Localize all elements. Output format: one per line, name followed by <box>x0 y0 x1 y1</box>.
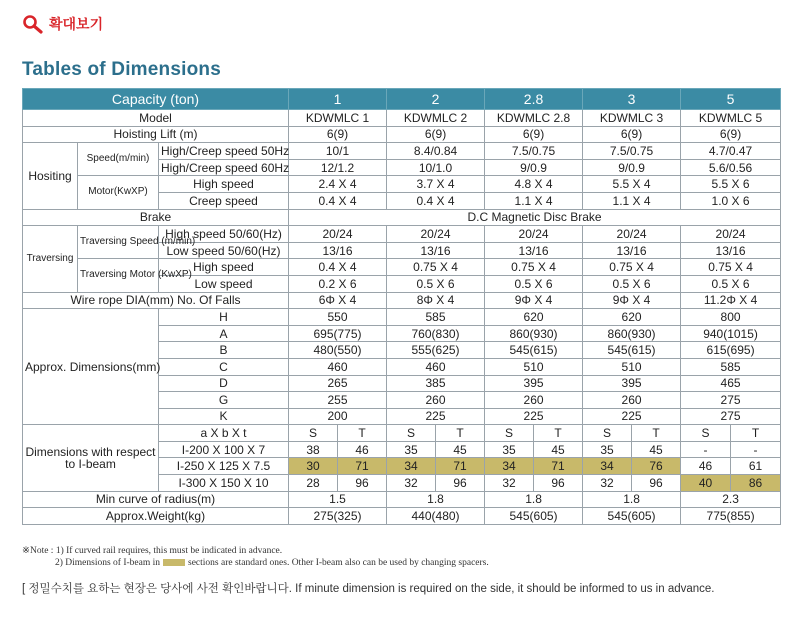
trav-speed-label: Traversing Speed (m/min) <box>78 226 159 259</box>
dimension-key: D <box>159 375 289 392</box>
ibeam-value-cell: 96 <box>534 475 583 492</box>
trav-motor-high-label: High speed <box>159 259 289 276</box>
value-cell: 545(605) <box>583 508 681 525</box>
model-row <box>23 110 781 127</box>
value-cell: 20/24 <box>289 226 387 243</box>
brake-value: D.C Magnetic Disc Brake <box>289 209 781 226</box>
value-cell: 5.5 X 4 <box>583 176 681 193</box>
motor-label: Motor(KwXP) <box>78 176 159 209</box>
value-cell: 395 <box>485 375 583 392</box>
speed-50-label: High/Creep speed 50Hz <box>159 143 289 160</box>
ibeam-value-cell: - <box>731 441 781 458</box>
value-cell: 8Φ X 4 <box>387 292 485 309</box>
value-cell: 385 <box>387 375 485 392</box>
value-cell: 225 <box>583 408 681 425</box>
zoom-button[interactable] <box>22 14 103 34</box>
ibeam-value-cell: 86 <box>731 475 781 492</box>
ibeam-header-cell: T <box>731 425 781 442</box>
dimension-key: H <box>159 309 289 326</box>
ibeam-value-cell: 40 <box>681 475 731 492</box>
footer-note: [ 정밀수치를 요하는 현장은 당사에 사전 확인바랍니다. If minute dimension is required on the side, it should be informed to us in advance. <box>22 583 715 595</box>
ibeam-header-cell: S <box>387 425 436 442</box>
trav-motor-low-label: Low speed <box>159 275 289 292</box>
value-cell: 6(9) <box>681 126 781 143</box>
ibeam-size-label: I-300 X 150 X 10 <box>159 475 289 492</box>
value-cell: 395 <box>583 375 681 392</box>
value-cell: 260 <box>485 392 583 409</box>
model-label: Model <box>23 110 289 127</box>
value-cell: 11.2Φ X 4 <box>681 292 781 309</box>
weight-label: Approx.Weight(kg) <box>23 508 289 525</box>
brake-row <box>23 209 781 226</box>
value-cell: 1.1 X 4 <box>485 192 583 209</box>
hoisting-lift-label: Hoisting Lift (m) <box>23 126 289 143</box>
ibeam-label: Dimensions with respect to I-beam <box>23 425 159 491</box>
value-cell: 1.1 X 4 <box>583 192 681 209</box>
value-cell: 760(830) <box>387 325 485 342</box>
trav-motor-label: Traversing Motor (KwXP) <box>78 259 159 292</box>
ibeam-size-label: I-250 X 125 X 7.5 <box>159 458 289 475</box>
dimension-key: K <box>159 408 289 425</box>
ibeam-value-cell: 32 <box>485 475 534 492</box>
value-cell: 10/1.0 <box>387 159 485 176</box>
value-cell: 620 <box>485 309 583 326</box>
value-cell: 615(695) <box>681 342 781 359</box>
value-cell: 860(930) <box>583 325 681 342</box>
trav-low-label: Low speed 50/60(Hz) <box>159 242 289 259</box>
value-cell: 510 <box>583 358 681 375</box>
ibeam-value-cell: 76 <box>632 458 681 475</box>
ibeam-value-cell: 34 <box>387 458 436 475</box>
ibeam-header-cell: S <box>681 425 731 442</box>
trav-high-label: High speed 50/60(Hz) <box>159 226 289 243</box>
value-cell: 265 <box>289 375 387 392</box>
dimensions-table <box>22 88 781 525</box>
ibeam-value-cell: 28 <box>289 475 338 492</box>
radius-label: Min curve of radius(m) <box>23 491 289 508</box>
notes <box>22 545 489 569</box>
value-cell: 275 <box>681 408 781 425</box>
model-cell: KDWMLC 3 <box>583 110 681 127</box>
value-cell: 440(480) <box>387 508 485 525</box>
ibeam-value-cell: 71 <box>338 458 387 475</box>
value-cell: 6(9) <box>583 126 681 143</box>
value-cell: 510 <box>485 358 583 375</box>
motor-creep-label: Creep speed <box>159 192 289 209</box>
ibeam-header-cell: T <box>338 425 387 442</box>
dimension-key: A <box>159 325 289 342</box>
note-2 <box>22 557 489 569</box>
capacity-label: Capacity (ton) <box>23 89 289 110</box>
model-cell: KDWMLC 2 <box>387 110 485 127</box>
value-cell: 20/24 <box>681 226 781 243</box>
motor-high-row <box>23 176 781 193</box>
value-cell: 2.3 <box>681 491 781 508</box>
value-cell: 1.8 <box>387 491 485 508</box>
speed-50-row <box>23 143 781 160</box>
hoisting-group-label: Hositing <box>23 143 78 209</box>
ibeam-header-cell: T <box>632 425 681 442</box>
ibeam-value-cell: 35 <box>583 441 632 458</box>
value-cell: 2.4 X 4 <box>289 176 387 193</box>
value-cell: 5.6/0.56 <box>681 159 781 176</box>
capacity-cell: 5 <box>681 89 781 110</box>
value-cell: 9/0.9 <box>583 159 681 176</box>
value-cell: 800 <box>681 309 781 326</box>
value-cell: 6(9) <box>289 126 387 143</box>
ibeam-size-label: I-200 X 100 X 7 <box>159 441 289 458</box>
ibeam-value-cell: 71 <box>534 458 583 475</box>
trav-motor-high-row <box>23 259 781 276</box>
value-cell: 6(9) <box>485 126 583 143</box>
ibeam-value-cell: 96 <box>436 475 485 492</box>
weight-row <box>23 508 781 525</box>
value-cell: 860(930) <box>485 325 583 342</box>
value-cell: 480(550) <box>289 342 387 359</box>
value-cell: 13/16 <box>681 242 781 259</box>
value-cell: 550 <box>289 309 387 326</box>
value-cell: 0.75 X 4 <box>485 259 583 276</box>
value-cell: 460 <box>387 358 485 375</box>
ibeam-header-cell: T <box>436 425 485 442</box>
value-cell: 0.5 X 6 <box>583 275 681 292</box>
value-cell: 7.5/0.75 <box>583 143 681 160</box>
value-cell: 1.8 <box>583 491 681 508</box>
ibeam-value-cell: 32 <box>387 475 436 492</box>
magnifier-icon <box>22 14 44 34</box>
note-2-text-a: 2) Dimensions of I-beam in <box>55 558 161 568</box>
ibeam-header-cell: S <box>485 425 534 442</box>
note-2-text-b: sections are standard ones. Other I-beam also can be used by changing spacers. <box>188 558 489 568</box>
value-cell: 1.8 <box>485 491 583 508</box>
speed-60-label: High/Creep speed 60Hz <box>159 159 289 176</box>
value-cell: 260 <box>387 392 485 409</box>
trav-high-row <box>23 226 781 243</box>
radius-row <box>23 491 781 508</box>
value-cell: 10/1 <box>289 143 387 160</box>
value-cell: 0.4 X 4 <box>387 192 485 209</box>
value-cell: 225 <box>387 408 485 425</box>
value-cell: 200 <box>289 408 387 425</box>
dimension-row <box>23 309 781 326</box>
wire-row <box>23 292 781 309</box>
dimension-key: G <box>159 392 289 409</box>
value-cell: 9Φ X 4 <box>485 292 583 309</box>
motor-high-label: High speed <box>159 176 289 193</box>
value-cell: 12/1.2 <box>289 159 387 176</box>
value-cell: 555(625) <box>387 342 485 359</box>
ibeam-value-cell: 38 <box>289 441 338 458</box>
capacity-cell: 2.8 <box>485 89 583 110</box>
ibeam-header-cell: T <box>534 425 583 442</box>
dimension-key: B <box>159 342 289 359</box>
value-cell: 9/0.9 <box>485 159 583 176</box>
value-cell: 13/16 <box>289 242 387 259</box>
ibeam-value-cell: 71 <box>436 458 485 475</box>
value-cell: 0.75 X 4 <box>387 259 485 276</box>
value-cell: 0.5 X 6 <box>485 275 583 292</box>
ibeam-value-cell: 45 <box>534 441 583 458</box>
value-cell: 20/24 <box>387 226 485 243</box>
ibeam-value-cell: 34 <box>583 458 632 475</box>
ibeam-value-cell: 34 <box>485 458 534 475</box>
value-cell: 6Φ X 4 <box>289 292 387 309</box>
value-cell: 13/16 <box>485 242 583 259</box>
ibeam-header-label: a X b X t <box>159 425 289 442</box>
value-cell: 460 <box>289 358 387 375</box>
ibeam-value-cell: 35 <box>387 441 436 458</box>
value-cell: 6(9) <box>387 126 485 143</box>
value-cell: 0.4 X 4 <box>289 259 387 276</box>
dimension-key: C <box>159 358 289 375</box>
value-cell: 225 <box>485 408 583 425</box>
zoom-label: 확대보기 <box>49 17 104 33</box>
capacity-cell: 2 <box>387 89 485 110</box>
value-cell: 0.75 X 4 <box>583 259 681 276</box>
value-cell: 465 <box>681 375 781 392</box>
capacity-row <box>23 89 781 110</box>
ibeam-value-cell: 96 <box>338 475 387 492</box>
value-cell: 1.0 X 6 <box>681 192 781 209</box>
traversing-group-label: Traversing <box>23 226 78 292</box>
brake-label: Brake <box>23 209 289 226</box>
hoisting-lift-row <box>23 126 781 143</box>
value-cell: 13/16 <box>583 242 681 259</box>
value-cell: 545(605) <box>485 508 583 525</box>
model-cell: KDWMLC 1 <box>289 110 387 127</box>
page-title: Tables of Dimensions <box>22 59 221 80</box>
value-cell: 5.5 X 6 <box>681 176 781 193</box>
value-cell: 0.5 X 6 <box>387 275 485 292</box>
value-cell: 775(855) <box>681 508 781 525</box>
value-cell: 0.2 X 6 <box>289 275 387 292</box>
value-cell: 0.5 X 6 <box>681 275 781 292</box>
value-cell: 255 <box>289 392 387 409</box>
ibeam-value-cell: 45 <box>632 441 681 458</box>
ibeam-value-cell: 46 <box>681 458 731 475</box>
value-cell: 940(1015) <box>681 325 781 342</box>
value-cell: 4.8 X 4 <box>485 176 583 193</box>
value-cell: 7.5/0.75 <box>485 143 583 160</box>
value-cell: 13/16 <box>387 242 485 259</box>
value-cell: 9Φ X 4 <box>583 292 681 309</box>
ibeam-value-cell: 61 <box>731 458 781 475</box>
value-cell: 545(615) <box>583 342 681 359</box>
value-cell: 1.5 <box>289 491 387 508</box>
value-cell: 8.4/0.84 <box>387 143 485 160</box>
value-cell: 585 <box>681 358 781 375</box>
value-cell: 260 <box>583 392 681 409</box>
ibeam-value-cell: 45 <box>436 441 485 458</box>
value-cell: 4.7/0.47 <box>681 143 781 160</box>
approx-dims-label: Approx. Dimensions(mm) <box>23 309 159 425</box>
table-body <box>23 89 781 525</box>
model-cell: KDWMLC 2.8 <box>485 110 583 127</box>
ibeam-value-cell: 35 <box>485 441 534 458</box>
ibeam-value-cell: 96 <box>632 475 681 492</box>
model-cell: KDWMLC 5 <box>681 110 781 127</box>
value-cell: 3.7 X 4 <box>387 176 485 193</box>
wire-label: Wire rope DIA(mm) No. Of Falls <box>23 292 289 309</box>
value-cell: 585 <box>387 309 485 326</box>
value-cell: 0.75 X 4 <box>681 259 781 276</box>
value-cell: 20/24 <box>485 226 583 243</box>
value-cell: 275(325) <box>289 508 387 525</box>
ibeam-value-cell: - <box>681 441 731 458</box>
value-cell: 0.4 X 4 <box>289 192 387 209</box>
value-cell: 275 <box>681 392 781 409</box>
ibeam-value-cell: 30 <box>289 458 338 475</box>
value-cell: 545(615) <box>485 342 583 359</box>
highlight-swatch <box>163 559 185 566</box>
value-cell: 20/24 <box>583 226 681 243</box>
speed-label: Speed(m/min) <box>78 143 159 176</box>
ibeam-header-cell: S <box>289 425 338 442</box>
ibeam-value-cell: 46 <box>338 441 387 458</box>
note-1: ※Note : 1) If curved rail requires, this must be indicated in advance. <box>22 546 283 556</box>
ibeam-header-cell: S <box>583 425 632 442</box>
ibeam-header-row <box>23 425 781 442</box>
ibeam-value-cell: 32 <box>583 475 632 492</box>
capacity-cell: 1 <box>289 89 387 110</box>
capacity-cell: 3 <box>583 89 681 110</box>
value-cell: 620 <box>583 309 681 326</box>
value-cell: 695(775) <box>289 325 387 342</box>
